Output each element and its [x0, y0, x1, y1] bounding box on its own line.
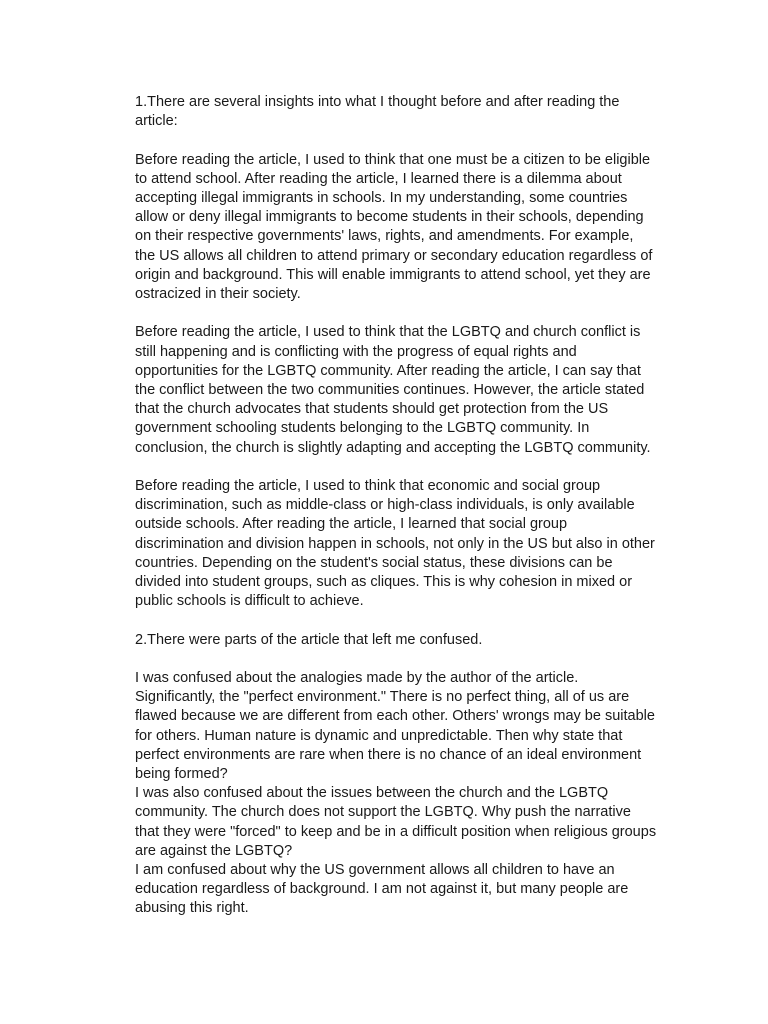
- document-body: [135, 93, 680, 919]
- paragraph-education-confusion: I am confused about why the US government allows all children to have an education regardless of background. I am not against it, but many people are abusing this right.: [135, 862, 629, 917]
- paragraph-lgbtq-church: Before reading the article, I used to think that the LGBTQ and church conflict is still happening and is conflicting with the progress of equal rights and opportunities for the LGBTQ community. After reading the article, I can say that the conflict between the two communities continues. However, the article stated that the church advocates that students should get protection from the US government schooling students belonging to the LGBTQ community. In conclusion, the church is slightly adapting and accepting the LGBTQ community.: [135, 324, 651, 456]
- paragraph-perfect-environment: I was confused about the analogies made by the author of the article. Significantly, the "perfect environment." There is no perfect thing, all of us are flawed because we are different from each other. Others' wrongs may be suitable for others. Human nature is dynamic and unpredictable. Then why state that perfect environments are rare when there is no chance of an ideal environment being formed?: [135, 670, 655, 783]
- paragraph-citizenship: Before reading the article, I used to think that one must be a citizen to be eligible to attend school. After reading the article, I learned there is a dilemma about accepting illegal immigrants in schools. In my understanding, some countries allow or deny illegal immigrants to become students in their schools, depending on their respective governments' laws, rights, and amendments. For example, the US allows all children to attend primary or secondary education regardless of origin and background. This will enable immigrants to attend school, yet they are ostracized in their society.: [135, 151, 653, 303]
- paragraph-social-discrimination: Before reading the article, I used to think that economic and social group discrimination, such as middle-class or high-class individuals, is only available outside schools. After reading the article, I learned that social group discrimination and division happen in schools, not only in the US but also in other countries. Depending on the student's social status, these divisions can be divided into student groups, such as cliques. This is why cohesion in mixed or public schools is difficult to achieve.: [135, 478, 655, 610]
- paragraph-church-confusion: I was also confused about the issues between the church and the LGBTQ community. The church does not support the LGBTQ. Why push the narrative that they were "forced" to keep and be in a difficult position when religious groups are against the LGBTQ?: [135, 785, 657, 859]
- question-1-heading: 1.There are several insights into what I thought before and after reading the article:: [135, 94, 620, 130]
- question-2-heading: 2.There were parts of the article that left me confused.: [135, 631, 483, 648]
